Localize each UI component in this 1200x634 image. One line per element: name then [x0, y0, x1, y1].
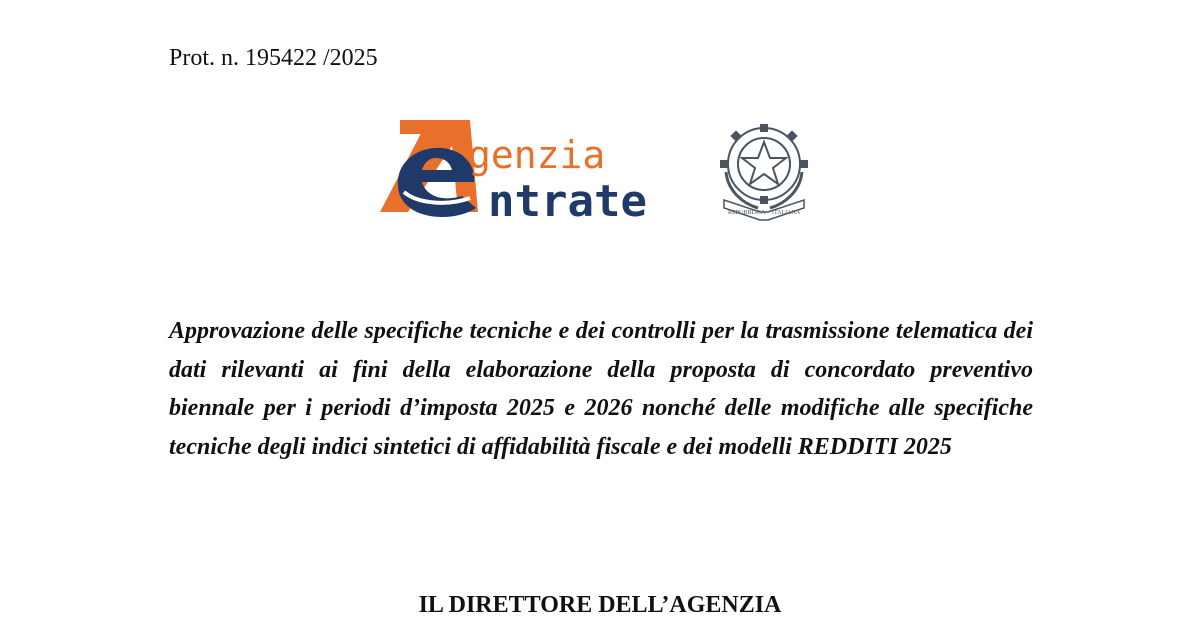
protocol-number: Prot. n. 195422 /2025: [169, 45, 378, 71]
logo-text-ntrate: ntrate: [488, 176, 647, 224]
logo-text-genzia: genzia: [468, 133, 606, 177]
agenzia-entrate-logo-icon: [380, 120, 478, 217]
italian-emblem-icon: [720, 124, 808, 220]
emblem-text-right: ITALIANA: [772, 210, 801, 216]
document-subject: Approvazione delle specifiche tecniche e dei controlli per la trasmissione telematica dei dati rilevanti ai fini della elaborazione della proposta di concordato preventivo biennale per i periodi d’imposta 2025 e 2026 nonché delle modifiche alle specifiche tecniche degli indici sintetici di affidabilità fiscale e dei modelli REDDITI 2025: [169, 318, 1033, 460]
emblem-text-left: REPUBBLICA: [728, 210, 766, 216]
agency-logo: [378, 112, 818, 224]
director-heading: IL DIRETTORE DELL’AGENZIA: [418, 592, 782, 618]
